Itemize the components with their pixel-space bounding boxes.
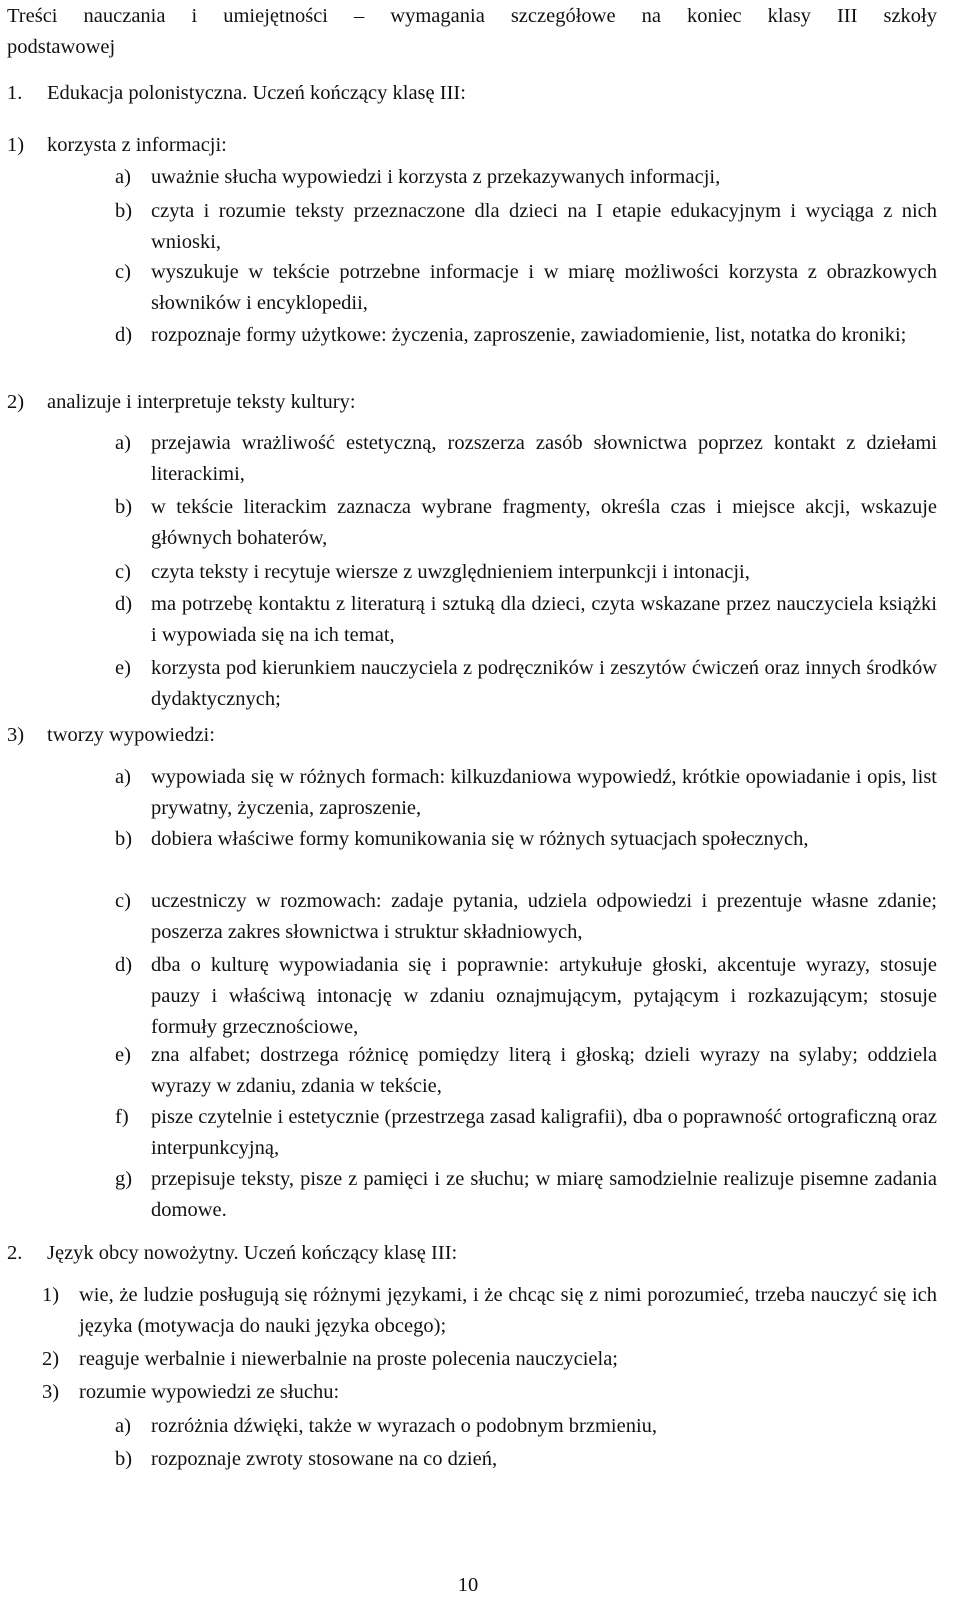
- list-item-text: rozumie wypowiedzi ze słuchu:: [79, 1381, 340, 1403]
- sub-list-item: [115, 257, 937, 319]
- sub-list-item-text: czyta i rozumie teksty przeznaczone dla dzieci na I etapie edukacyjnym i wyciąga z nich wnioski,: [151, 200, 937, 253]
- section-heading: [7, 78, 937, 109]
- sub-list-item-text: przepisuje teksty, pisze z pamięci i ze słuchu; w miarę samodzielnie realizuje pisemne zadania domowe.: [151, 1168, 937, 1221]
- list-item: [7, 387, 937, 418]
- sub-list-marker: f): [115, 1106, 129, 1128]
- section-heading: [7, 1238, 937, 1269]
- list-marker: 2): [7, 391, 25, 413]
- list-marker: 1): [7, 134, 25, 156]
- list-item: [42, 1280, 937, 1342]
- sub-list-item: [115, 1102, 937, 1164]
- sub-list-item-text: pisze czytelnie i estetycznie (przestrzega zasad kaligrafii), dba o poprawność ortograficzną oraz interpunkcyjną,: [151, 1106, 937, 1159]
- sub-list-item: [115, 824, 937, 855]
- sub-list-marker: a): [115, 432, 131, 454]
- page-number: 10: [457, 1574, 479, 1596]
- list-marker: 1): [42, 1284, 60, 1306]
- sub-list-item-text: uczestniczy w rozmowach: zadaje pytania, udziela odpowiedzi i prezentuje własne zdanie; poszerza zakres słownictwa i struktur składniowych,: [151, 890, 937, 943]
- sub-list-marker: b): [115, 1448, 133, 1470]
- list-marker: 2): [42, 1348, 60, 1370]
- sub-list-item: [115, 1040, 937, 1102]
- sub-list-marker: a): [115, 166, 131, 188]
- sub-list-item: [115, 492, 937, 554]
- sub-list-item: [115, 1411, 937, 1442]
- sub-list-item-text: w tekście literackim zaznacza wybrane fragmenty, określa czas i miejsce akcji, wskazuje głównych bohaterów,: [151, 496, 937, 549]
- sub-list-item-text: przejawia wrażliwość estetyczną, rozszerza zasób słownictwa poprzez kontakt z dziełami literackimi,: [151, 432, 937, 485]
- section-title: Edukacja polonistyczna. Uczeń kończący klasę III:: [47, 82, 466, 104]
- sub-list-marker: c): [115, 561, 131, 583]
- sub-list-item-text: rozpoznaje zwroty stosowane na co dzień,: [151, 1448, 498, 1470]
- section-title: Język obcy nowożytny. Uczeń kończący klasę III:: [47, 1242, 458, 1264]
- list-item-text: analizuje i interpretuje teksty kultury:: [47, 391, 356, 413]
- sub-list-item: [115, 886, 937, 948]
- sub-list-item-text: dobiera właściwe formy komunikowania się w różnych sytuacjach społecznych,: [151, 828, 809, 850]
- sub-list-item: [115, 653, 937, 715]
- section-number: 2.: [7, 1242, 23, 1264]
- sub-list-item-text: zna alfabet; dostrzega różnicę pomiędzy literą i głoską; dzieli wyrazy na sylaby; oddziela wyrazy w zdaniu, zdania w tekście,: [151, 1044, 937, 1097]
- sub-list-marker: c): [115, 261, 131, 283]
- sub-list-item-text: wypowiada się w różnych formach: kilkuzdaniowa wypowiedź, krótkie opowiadanie i opis, list prywatny, życzenia, zaproszenie,: [151, 766, 937, 819]
- list-item: [42, 1377, 937, 1408]
- sub-list-item-text: korzysta pod kierunkiem nauczyciela z podręczników i zeszytów ćwiczeń oraz innych środków dydaktycznych;: [151, 657, 937, 710]
- list-item: [7, 720, 937, 751]
- sub-list-item: [115, 1164, 937, 1226]
- sub-list-item: [115, 196, 937, 258]
- list-item-text: korzysta z informacji:: [47, 134, 227, 156]
- sub-list-item: [115, 589, 937, 651]
- sub-list-item: [115, 320, 937, 351]
- sub-list-item: [115, 950, 937, 1043]
- list-marker: 3): [7, 724, 25, 746]
- list-item-text: reaguje werbalnie i niewerbalnie na proste polecenia nauczyciela;: [79, 1348, 618, 1370]
- sub-list-marker: e): [115, 1044, 131, 1066]
- list-marker: 3): [42, 1381, 60, 1403]
- list-item-text: tworzy wypowiedzi:: [47, 724, 215, 746]
- sub-list-item: [115, 557, 937, 588]
- sub-list-item-text: rozpoznaje formy użytkowe: życzenia, zaproszenie, zawiadomienie, list, notatka do kroniki;: [151, 324, 907, 346]
- sub-list-item: [115, 1444, 937, 1475]
- sub-list-marker: b): [115, 828, 133, 850]
- sub-list-marker: d): [115, 954, 133, 976]
- sub-list-marker: a): [115, 766, 131, 788]
- sub-list-item-text: rozróżnia dźwięki, także w wyrazach o podobnym brzmieniu,: [151, 1415, 658, 1437]
- sub-list-marker: c): [115, 890, 131, 912]
- sub-list-marker: g): [115, 1168, 133, 1190]
- sub-list-item-text: wyszukuje w tekście potrzebne informacje i w miarę możliwości korzysta z obrazkowych słowników i encyklopedii,: [151, 261, 937, 314]
- section-number: 1.: [7, 82, 23, 104]
- list-item-text: wie, że ludzie posługują się różnymi językami, i że chcąc się z nimi porozumieć, trzeba nauczyć się ich języka (motywacja do nauki języka obcego);: [79, 1284, 937, 1337]
- sub-list-item-text: czyta teksty i recytuje wiersze z uwzględnieniem interpunkcji i intonacji,: [151, 561, 750, 583]
- sub-list-item-text: ma potrzebę kontaktu z literaturą i sztuką dla dzieci, czyta wskazane przez nauczyciela książki i wypowiada się na ich temat,: [151, 593, 937, 646]
- sub-list-marker: a): [115, 1415, 131, 1437]
- list-item: [7, 130, 937, 161]
- page-heading-continued: podstawowej: [7, 36, 116, 58]
- list-item: [42, 1344, 937, 1375]
- sub-list-marker: d): [115, 593, 133, 615]
- sub-list-item: [115, 762, 937, 824]
- sub-list-item: [115, 162, 937, 193]
- page-heading: Treści nauczania i umiejętności – wymagania szczegółowe na koniec klasy III szkoły: [7, 5, 937, 27]
- sub-list-marker: e): [115, 657, 131, 679]
- sub-list-marker: b): [115, 496, 133, 518]
- sub-list-marker: b): [115, 200, 133, 222]
- sub-list-item-text: dba o kulturę wypowiadania się i poprawnie: artykułuje głoski, akcentuje wyrazy, stosuje pauzy i właściwą intonację w zdaniu oznajmującym, pytającym i rozkazującym; stosuje formuły grzecznościowe,: [151, 954, 937, 1038]
- sub-list-item-text: uważnie słucha wypowiedzi i korzysta z przekazywanych informacji,: [151, 166, 721, 188]
- sub-list-item: [115, 428, 937, 490]
- sub-list-marker: d): [115, 324, 133, 346]
